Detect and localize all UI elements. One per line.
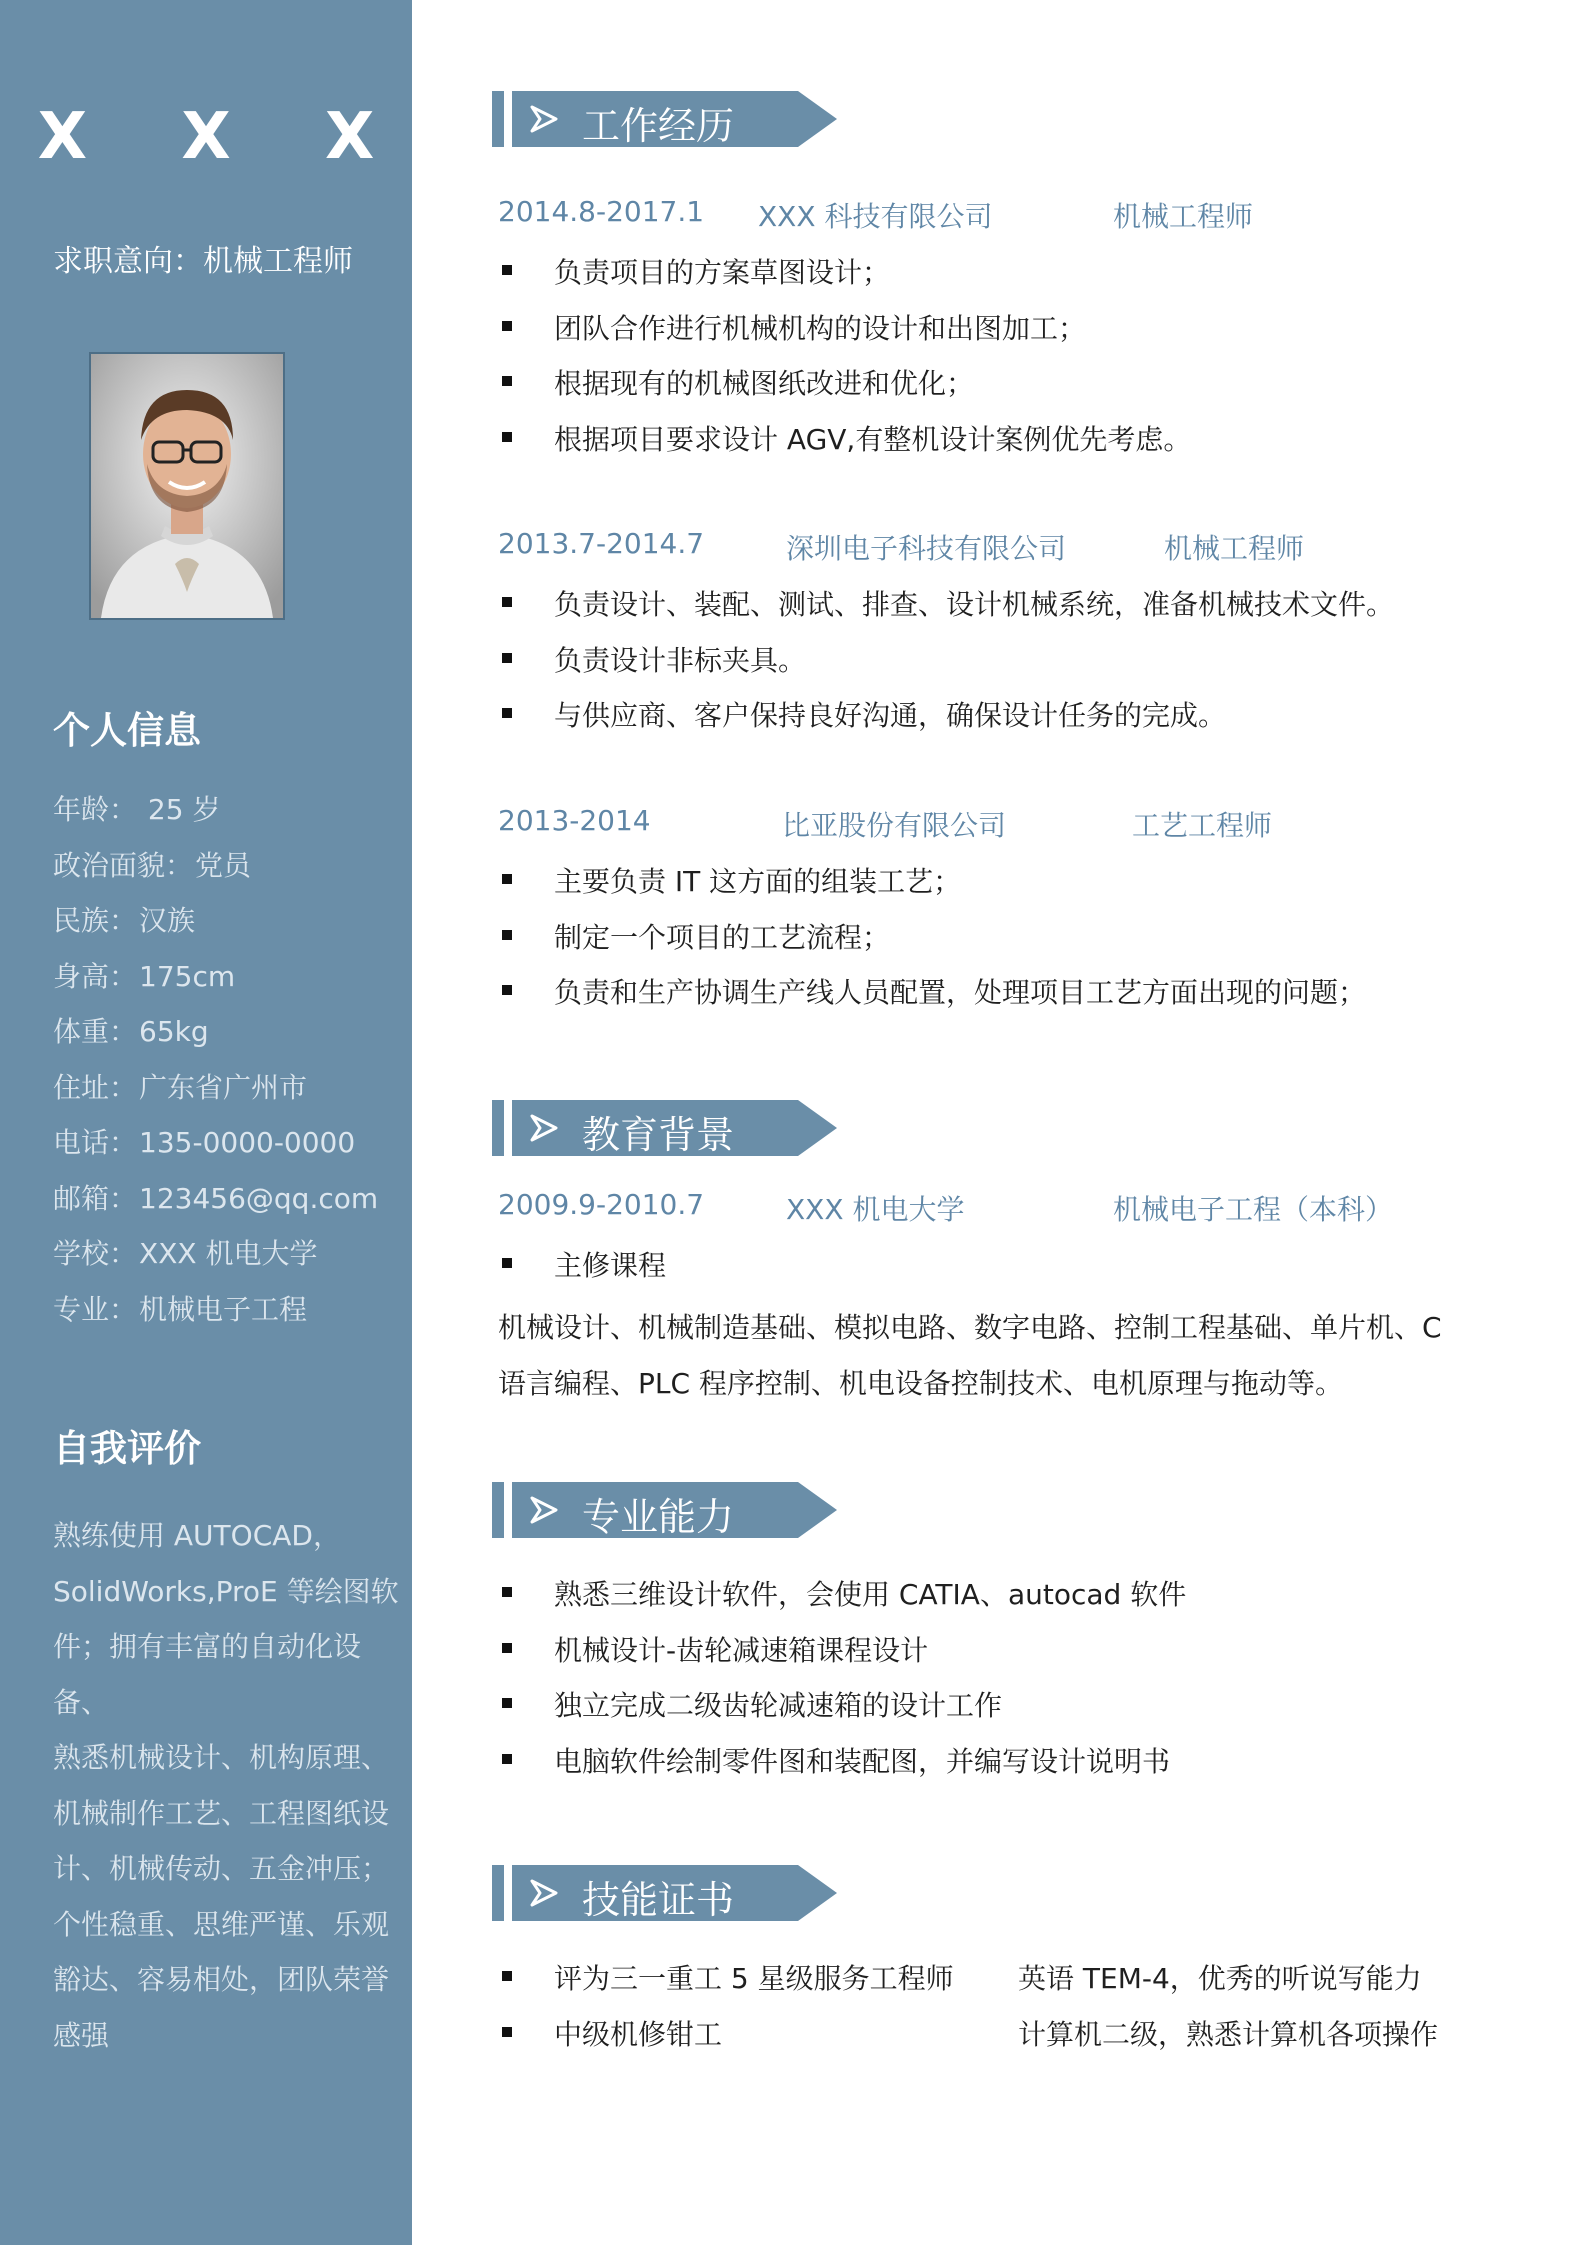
course-line: 机械设计、机械制造基础、模拟电路、数字电路、控制工程基础、单片机、C (498, 1311, 1442, 1344)
bullet-square-icon (502, 376, 512, 386)
bullet-square-icon (502, 265, 512, 275)
info-row-phone: 电话：135-0000-0000 (53, 1126, 356, 1159)
entry-period: 2013.7-2014.7 (498, 527, 705, 560)
bullet-square-icon (502, 1971, 512, 1981)
candidate-name: X X X (37, 100, 411, 174)
course-list (498, 1300, 1498, 1411)
work-section-title: 工作经历 (582, 104, 735, 148)
cert-left: 中级机修钳工 (554, 2017, 723, 2051)
section-bar (492, 1865, 504, 1921)
education-section-header (492, 1100, 837, 1156)
sidebar (0, 0, 412, 2245)
bullet-square-icon (502, 708, 512, 718)
info-row-school: 学校：XXX 机电大学 (53, 1237, 318, 1270)
self-eval-line: 件；拥有丰富的自动化设备、 (53, 1630, 362, 1719)
course-line: 语言编程、PLC 程序控制、机电设备控制技术、电机原理与拖动等。 (498, 1366, 1343, 1400)
section-bar (492, 1100, 504, 1156)
entry-role: 工艺工程师 (1132, 809, 1273, 842)
info-row-height: 身高：175cm (53, 959, 236, 993)
self-eval-line: 熟练使用 AUTOCAD， (53, 1519, 341, 1552)
self-eval-line: 机械制作工艺、工程图纸设 (53, 1796, 390, 1830)
bullet-square-icon (502, 1643, 512, 1653)
self-eval-line: 豁达、容易相处，团队荣誉 (53, 1963, 390, 1996)
entry-company: 比亚股份有限公司 (782, 809, 1007, 842)
profile-photo (89, 352, 285, 620)
chevron-right-icon (530, 1492, 558, 1528)
certs-section-header (492, 1865, 837, 1921)
edu-major: 机械电子工程（本科） (1113, 1193, 1394, 1226)
self-eval-text (53, 1508, 399, 2063)
bullet-square-icon (502, 597, 512, 607)
personal-info-list (53, 788, 378, 1343)
info-row-address: 住址：广东省广州市 (53, 1070, 308, 1104)
info-row-political: 政治面貌：党员 (53, 848, 252, 882)
self-eval-line: 个性稳重、思维严谨、乐观 (53, 1907, 390, 1941)
section-bar (492, 91, 504, 147)
info-row-weight: 体重：65kg (53, 1015, 209, 1048)
work-section-header (492, 91, 837, 147)
chevron-right-icon (530, 1875, 558, 1911)
info-row-age: 年龄： 25 岁 (53, 793, 221, 826)
personal-info-heading: 个人信息 (53, 709, 201, 752)
bullet-square-icon (502, 1587, 512, 1597)
cert-right: 计算机二级，熟悉计算机各项操作 (1018, 2017, 1439, 2051)
entry-role: 机械工程师 (1164, 532, 1305, 565)
cert-left: 评为三一重工 5 星级服务工程师 (554, 1962, 954, 1995)
skills-section-header (492, 1482, 837, 1538)
chevron-right-icon (530, 1110, 558, 1146)
info-row-major: 专业：机械电子工程 (53, 1292, 308, 1326)
bullet-square-icon (502, 321, 512, 331)
edu-period: 2009.9-2010.7 (498, 1188, 705, 1221)
cert-right: 英语 TEM-4，优秀的听说写能力 (1018, 1962, 1422, 1995)
chevron-right-icon (530, 101, 558, 137)
bullet-square-icon (502, 874, 512, 884)
entry-company: 深圳电子科技有限公司 (786, 532, 1067, 565)
entry-period: 2013-2014 (498, 804, 651, 837)
bullet-square-icon (502, 985, 512, 995)
bullet-square-icon (502, 930, 512, 940)
entry-period: 2014.8-2017.1 (498, 195, 705, 228)
self-eval-heading: 自我评价 (53, 1427, 201, 1470)
bullet-square-icon (502, 2027, 512, 2037)
bullet-square-icon (502, 432, 512, 442)
bullet-square-icon (502, 1698, 512, 1708)
job-objective: 求职意向：机械工程师 (53, 244, 353, 279)
edu-school: XXX 机电大学 (786, 1193, 965, 1226)
info-row-ethnicity: 民族：汉族 (53, 904, 196, 937)
info-row-email: 邮箱：123456@qq.com (53, 1181, 379, 1215)
bullet-square-icon (502, 653, 512, 663)
bullet-square-icon (502, 1258, 512, 1268)
bullet-square-icon (502, 1754, 512, 1764)
self-eval-line: SolidWorks,ProE 等绘图软 (53, 1574, 399, 1608)
skills-section-title: 专业能力 (582, 1495, 735, 1539)
certs-section-title: 技能证书 (582, 1878, 735, 1922)
self-eval-line: 计、机械传动、五金冲压； (53, 1852, 390, 1885)
entry-company: XXX 科技有限公司 (758, 200, 993, 233)
self-eval-line: 感强 (53, 2018, 110, 2052)
entry-role: 机械工程师 (1113, 200, 1254, 233)
self-eval-line: 熟悉机械设计、机构原理、 (53, 1741, 390, 1774)
section-bar (492, 1482, 504, 1538)
education-section-title: 教育背景 (582, 1113, 735, 1157)
